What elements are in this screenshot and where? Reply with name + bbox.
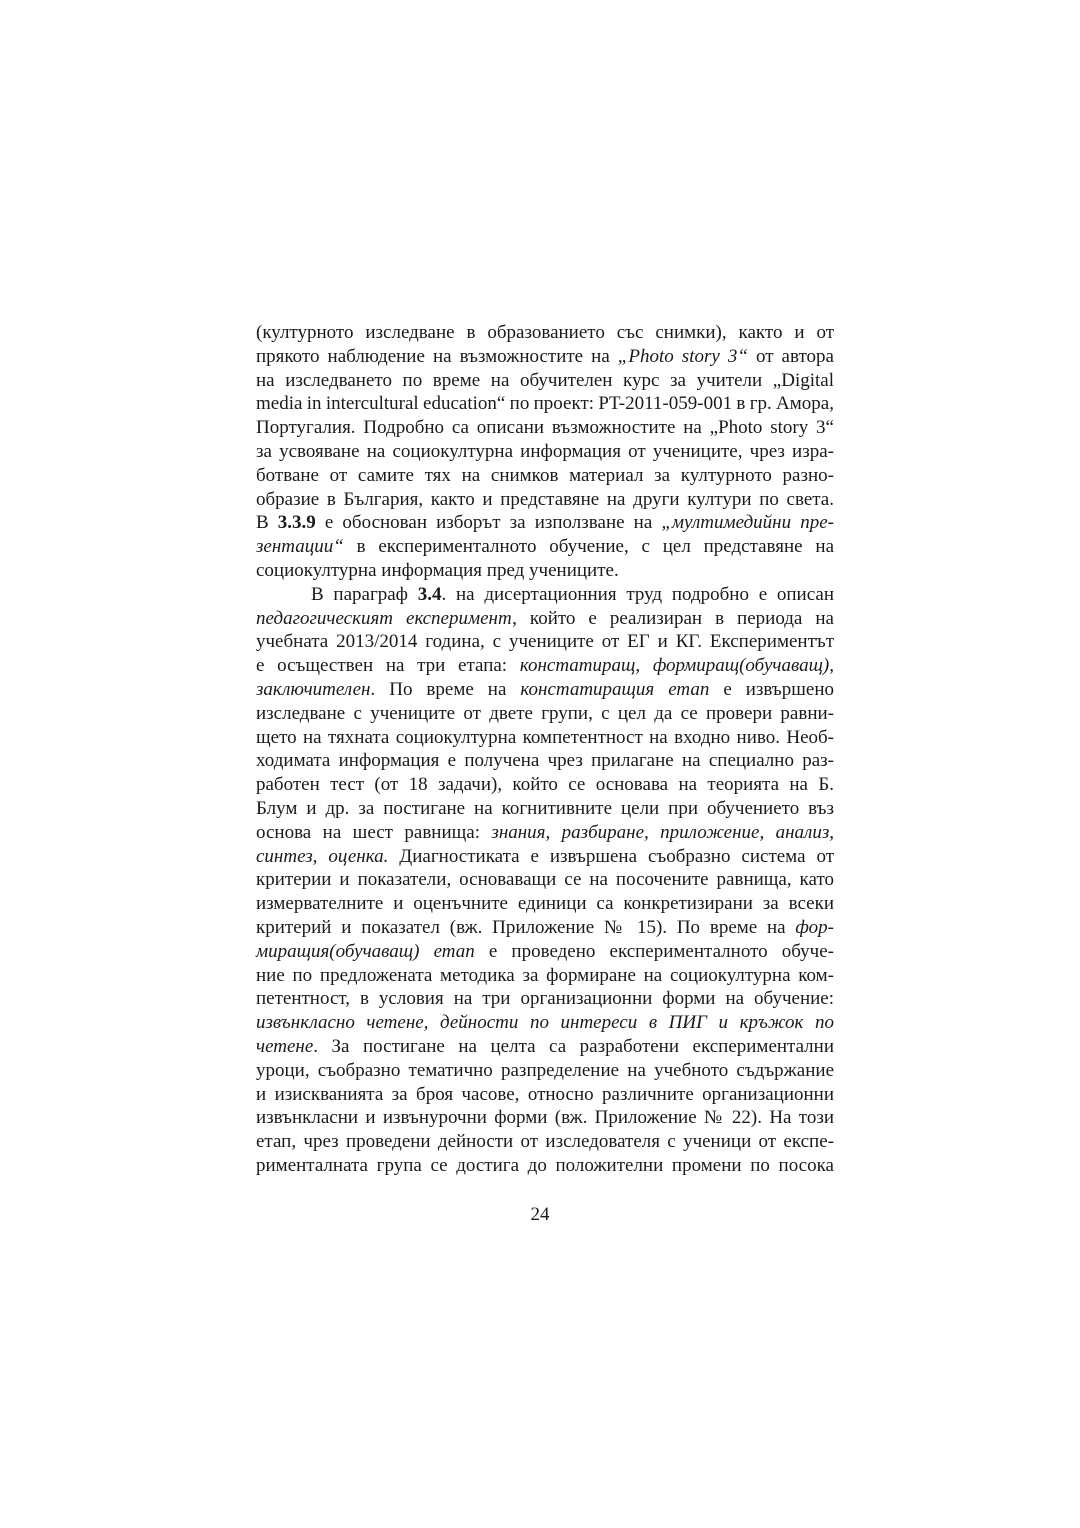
text-line bbox=[256, 345, 834, 369]
text-run: е проведено експерименталното обуче- bbox=[474, 940, 834, 962]
italic-text: констатиращия етап bbox=[520, 678, 710, 700]
text-line bbox=[256, 702, 834, 726]
text-line bbox=[256, 892, 834, 916]
italic-text: фор- bbox=[795, 916, 834, 938]
text-line bbox=[256, 1011, 834, 1035]
text-run: на изследването по време на обучителен курс за учители „Digital bbox=[256, 369, 834, 391]
text-line bbox=[256, 654, 834, 678]
text-line bbox=[256, 440, 834, 464]
text-line bbox=[256, 1059, 834, 1083]
italic-text: четене bbox=[256, 1035, 314, 1057]
text-run: media in intercultural education“ по проект: PT-2011-059-001 в гр. Амора, bbox=[256, 393, 834, 415]
text-line bbox=[256, 583, 834, 607]
text-line bbox=[256, 749, 834, 773]
text-run: . на дисертационния труд подробно е описан bbox=[441, 583, 834, 605]
text-run: ние по предложената методика за формиране на социокултурна ком- bbox=[256, 964, 834, 986]
text-line bbox=[256, 1083, 834, 1107]
text-line bbox=[256, 940, 834, 964]
italic-text: педагогическият експеримент, bbox=[256, 607, 517, 629]
body-text bbox=[256, 321, 834, 1178]
text-run: рименталната група се достига до положителни промени по посока bbox=[256, 1154, 834, 1176]
text-run: критерии и показатели, основаващи се на посочените равнища, като bbox=[256, 869, 834, 891]
text-run: уроци, съобразно тематично разпределение на учебното съдържание bbox=[256, 1059, 834, 1081]
italic-text: „Photo story 3“ bbox=[617, 345, 748, 367]
text-run: Блум и др. за постигане на когнитивните цели при обучението въз bbox=[256, 797, 834, 819]
text-run: е извършено bbox=[709, 678, 834, 700]
text-line bbox=[256, 678, 834, 702]
text-run: в експерименталното обучение, с цел представяне на bbox=[343, 536, 834, 558]
text-line bbox=[256, 559, 834, 583]
text-run: ходимата информация е получена чрез прилагане на специално раз- bbox=[256, 750, 834, 772]
text-run: Диагностиката е извършена съобразно система от bbox=[388, 845, 834, 867]
text-line bbox=[256, 868, 834, 892]
text-line bbox=[256, 630, 834, 654]
text-run: основа на шест равнища: bbox=[256, 821, 492, 843]
italic-text: „мултимедийни пре- bbox=[661, 512, 834, 534]
text-line bbox=[256, 392, 834, 416]
text-line bbox=[256, 987, 834, 1011]
text-run: В параграф bbox=[311, 583, 418, 605]
text-run: който е реализиран в периода на bbox=[516, 607, 834, 629]
text-run: е осъществен на три етапа: bbox=[256, 655, 520, 677]
text-run: изследване с учениците от двете групи, с цел да се провери равни- bbox=[256, 702, 834, 724]
text-line bbox=[256, 1154, 834, 1178]
text-line bbox=[256, 607, 834, 631]
text-run: работен тест (от 18 задачи), който се основава на теорията на Б. bbox=[256, 774, 834, 796]
text-run: и изискванията за броя часове, относно различните организационни bbox=[256, 1083, 834, 1105]
text-line bbox=[256, 773, 834, 797]
text-run: етап, чрез проведени дейности от изследователя с ученици от експе- bbox=[256, 1131, 834, 1153]
text-line bbox=[256, 464, 834, 488]
text-run: критерий и показател (вж. Приложение № 15). По време на bbox=[256, 916, 796, 938]
text-line bbox=[256, 488, 834, 512]
text-run: социокултурна информация пред учениците. bbox=[256, 559, 619, 581]
text-line bbox=[256, 1130, 834, 1154]
text-run: измервателните и оценъчните единици са конкретизирани за всеки bbox=[256, 893, 834, 915]
text-line bbox=[256, 1035, 834, 1059]
text-run: е обоснован изборът за използване на bbox=[315, 512, 662, 534]
italic-text: констатиращ, формиращ(обучаващ), bbox=[519, 655, 834, 677]
text-line bbox=[256, 416, 834, 440]
bold-text: 3.4 bbox=[417, 583, 442, 605]
text-line bbox=[256, 511, 834, 535]
text-run: учебната 2013/2014 година, с учениците от ЕГ и КГ. Експериментът bbox=[256, 631, 834, 653]
italic-text: знания, разбиране, приложение, анализ, bbox=[491, 821, 834, 843]
text-run: от автора bbox=[747, 345, 834, 367]
text-run: . За постигане на целта са разработени експериментални bbox=[313, 1035, 834, 1057]
text-run: В bbox=[256, 512, 278, 534]
text-line bbox=[256, 369, 834, 393]
text-run: прякото наблюдение на възможностите на bbox=[256, 345, 618, 367]
text-line bbox=[256, 535, 834, 559]
text-run: извънкласни и извънурочни форми (вж. Приложение № 22). На този bbox=[256, 1107, 834, 1129]
italic-text: зентации“ bbox=[256, 536, 344, 558]
bold-text: 3.3.9 bbox=[277, 512, 316, 534]
text-run: петентност, в условия на три организационни форми на обучение: bbox=[256, 988, 834, 1010]
italic-text: миращия(обучаващ) етап bbox=[256, 940, 475, 962]
text-run: щето на тяхната социокултурна компетентност на входно ниво. Необ- bbox=[256, 726, 834, 748]
italic-text: синтез, оценка. bbox=[256, 845, 389, 867]
italic-text: извънкласно четене, дейности по интереси в ПИГ и кръжок по bbox=[256, 1012, 834, 1034]
text-run: ботване от самите тях на снимков материал за културното разно- bbox=[256, 464, 834, 486]
text-line bbox=[256, 321, 834, 345]
text-run: Португалия. Подробно са описани възможностите на „Photo story 3“ bbox=[256, 417, 834, 439]
text-line bbox=[256, 797, 834, 821]
text-line bbox=[256, 964, 834, 988]
text-line bbox=[256, 726, 834, 750]
text-run: за усвояване на социокултурна информация от учениците, чрез изра- bbox=[256, 440, 834, 462]
text-run: . По време на bbox=[370, 678, 521, 700]
text-run: образие в България, както и представяне на други култури по света. bbox=[256, 488, 834, 510]
page-number: 24 bbox=[530, 1204, 550, 1225]
italic-text: заключителен bbox=[256, 678, 371, 700]
text-line bbox=[256, 1106, 834, 1130]
text-run: (културното изследване в образованието със снимки), както и от bbox=[256, 322, 834, 343]
text-line bbox=[256, 845, 834, 869]
text-line bbox=[256, 821, 834, 845]
text-line bbox=[256, 916, 834, 940]
